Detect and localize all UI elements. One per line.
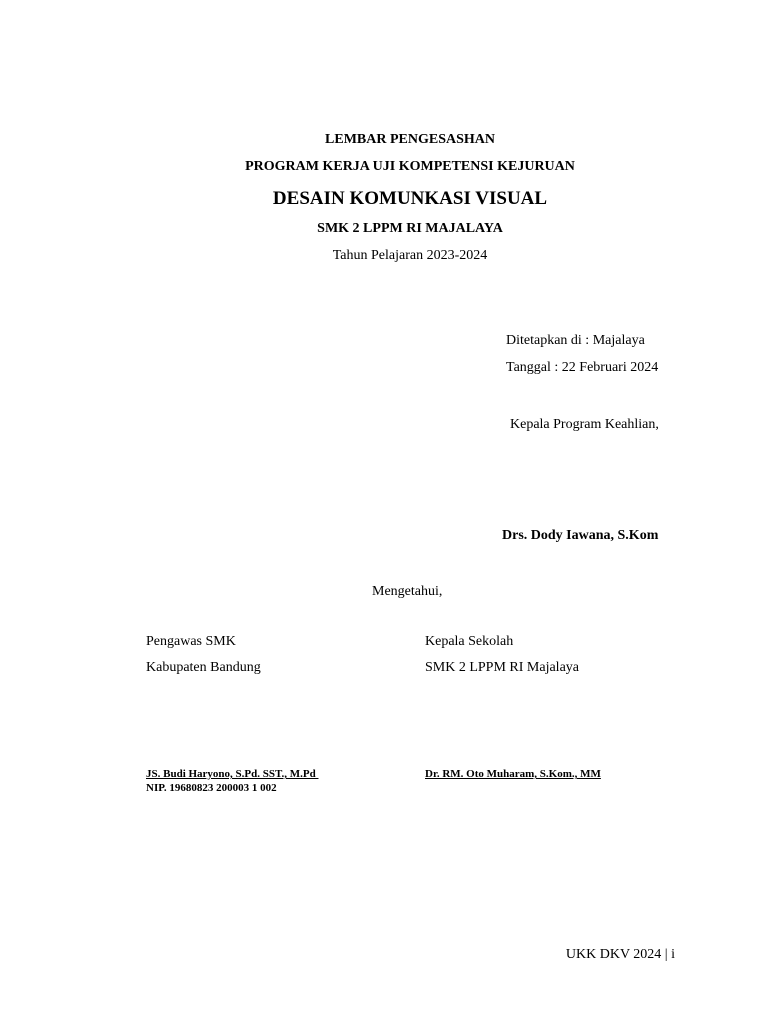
right-signatory-school: SMK 2 LPPM RI Majalaya xyxy=(425,660,579,675)
school-name: SMK 2 LPPM RI MAJALAYA xyxy=(317,221,503,236)
right-signatory-role: Kepala Sekolah xyxy=(425,634,514,649)
academic-year: Tahun Pelajaran 2023-2024 xyxy=(332,248,488,263)
approval-role: Kepala Program Keahlian, xyxy=(510,417,659,432)
doc-heading-line2: PROGRAM KERJA UJI KOMPETENSI KEJURUAN xyxy=(245,159,575,174)
left-signatory-role: Pengawas SMK xyxy=(146,634,236,649)
right-signatory-name: Dr. RM. Oto Muharam, S.Kom., MM xyxy=(425,768,601,780)
approval-date: Tanggal : 22 Februari 2024 xyxy=(506,360,659,375)
approval-place: Ditetapkan di : Majalaya xyxy=(506,333,645,348)
acknowledged-label: Mengetahui, xyxy=(372,584,443,599)
approval-name: Drs. Dody Iawana, S.Kom xyxy=(502,528,659,543)
page-footer: UKK DKV 2024 | i xyxy=(565,947,675,962)
left-signatory-name: JS. Budi Haryono, S.Pd. SST., M.Pd xyxy=(146,768,319,780)
left-signatory-nip: NIP. 19680823 200003 1 002 xyxy=(146,782,277,794)
doc-title: DESAIN KOMUNKASI VISUAL xyxy=(272,188,548,209)
left-signatory-region: Kabupaten Bandung xyxy=(146,660,261,675)
doc-heading-line1: LEMBAR PENGESASHAN xyxy=(325,132,495,147)
